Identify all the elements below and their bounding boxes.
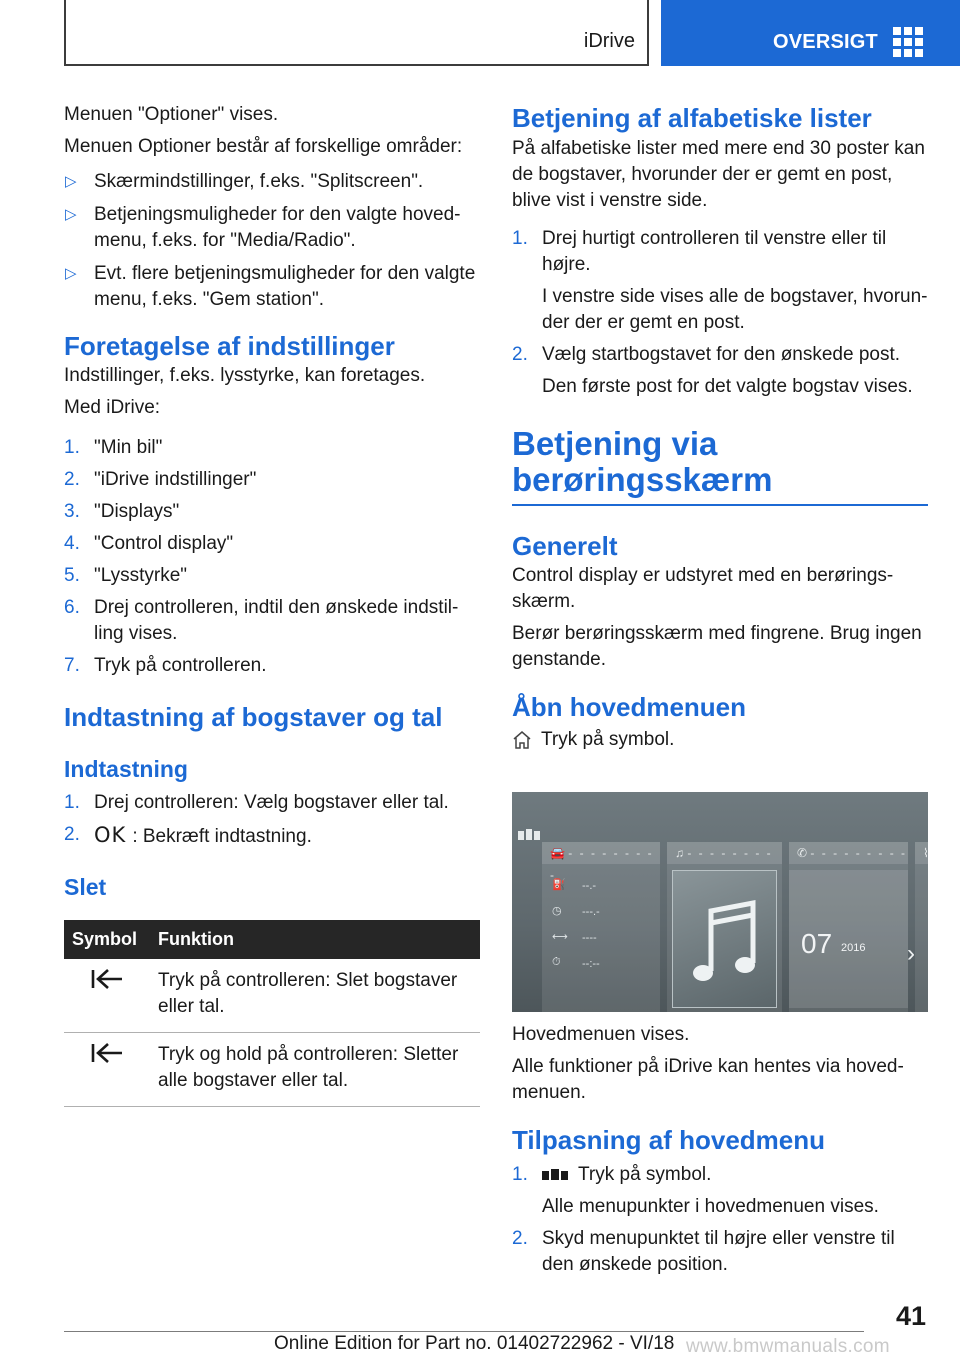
- table-row: [64, 959, 480, 1033]
- footer-edition: Online Edition for Part no. 01402722962 - VI/18: [274, 1333, 675, 1354]
- table-row: [64, 1033, 480, 1107]
- overview-grid-icon: [893, 27, 923, 55]
- table-cell-function: Tryk på controlleren: Slet bogstaver eller tal.: [150, 959, 480, 1033]
- clock-icon: ◷: [552, 905, 562, 917]
- menu-tiles-icon: [542, 1166, 568, 1184]
- open-menu-instruction-row: [512, 727, 928, 753]
- right-column: [512, 102, 928, 753]
- list-item: 1. Tryk på symbol. Alle menupunkter i hovedmenuen vises.: [512, 1164, 879, 1217]
- settings-steps: [64, 435, 480, 679]
- list-item: 6. Drej controlleren, indtil den ønskede indstil-ling vises.: [64, 597, 459, 644]
- list-item: 2. OK : Bekræft indtastning.: [64, 823, 312, 847]
- triangle-bullet-icon: ▷: [65, 173, 77, 190]
- input-steps: [64, 790, 480, 850]
- customize-heading: Tilpasning af hovedmenu: [512, 1125, 826, 1155]
- general-text-2: Berør berøringsskærm med fingrene. Brug ingen genstande.: [512, 623, 922, 670]
- list-item: ▷ Betjeningsmuligheder for den valgte hoved-menu, f.eks. for "Media/Radio".: [65, 204, 461, 251]
- header-section-title: iDrive: [583, 30, 635, 52]
- table-cell-function: Tryk og hold på controlleren: Sletter alle bogstaver eller tal.: [150, 1033, 480, 1107]
- list-item: 2. "iDrive indstillinger": [64, 469, 257, 490]
- date-day: 07: [801, 928, 833, 959]
- delete-symbol-table: [64, 920, 480, 1107]
- header-section-box: [64, 0, 649, 66]
- triangle-bullet-icon: ▷: [65, 206, 77, 223]
- tile-media[interactable]: ♫ - - - - - - - -: [667, 842, 782, 1012]
- tile-vehicle[interactable]: 🚘 - - - - - - - - - ⛽ --.- ◷ ---.- ⟷ ---- ⏱ --:--: [542, 842, 660, 1012]
- general-text-1: Control display er udstyret med en berørings-skærm.: [512, 565, 894, 612]
- phone-icon: ✆: [797, 846, 808, 860]
- list-item: ▷ Evt. flere betjeningsmuligheder for den valgte menu, f.eks. "Gem station".: [65, 263, 476, 310]
- alpha-steps: [512, 226, 928, 400]
- delete-back-icon: [90, 1041, 124, 1065]
- fuel-icon: ⛽: [552, 879, 566, 891]
- list-item: 2. Skyd menupunktet til højre eller venstre til den ønskede position.: [512, 1228, 895, 1275]
- music-cover-icon: [673, 871, 776, 1007]
- range-icon: ⟷: [552, 931, 568, 943]
- car-icon: 🚘: [550, 846, 565, 860]
- after-text-1: Hovedmenuen vises.: [512, 1024, 690, 1045]
- ok-symbol: OK: [94, 823, 127, 847]
- settings-heading: Foretagelse af indstillinger: [64, 331, 395, 361]
- list-item: 1. Drej hurtigt controlleren til venstre eller til højre. I venstre side vises alle de bogstaver, hvorun-der der er gemt en post.: [512, 228, 928, 333]
- header-chapter-tab[interactable]: [661, 0, 960, 66]
- signal-icon: ⌇: [915, 842, 945, 864]
- main-menu-screenshot: [512, 792, 928, 1012]
- chevron-right-icon[interactable]: ›: [907, 940, 915, 967]
- settings-text-1: Indstillinger, f.eks. lysstyrke, kan foretages.: [64, 365, 426, 386]
- left-column: [64, 102, 480, 1107]
- intro-line-2: Menuen Optioner består af forskellige områder:: [64, 136, 463, 157]
- heading-rule: [512, 504, 928, 506]
- tile-next[interactable]: [907, 842, 945, 1012]
- open-menu-heading: Åbn hovedmenuen: [512, 692, 747, 722]
- list-item: 7. Tryk på controlleren.: [64, 655, 267, 676]
- list-item: 2. Vælg startbogstavet for den ønskede post. Den første post for det valgte bogstav vises.: [512, 344, 913, 397]
- intro-line-1: Menuen "Optioner" vises.: [64, 104, 279, 125]
- list-item: 5. "Lysstyrke": [64, 565, 188, 586]
- list-item: 4. "Control display": [64, 533, 234, 554]
- delete-back-icon: [90, 967, 124, 991]
- alpha-text: På alfabetiske lister med mere end 30 poster kan de bogstaver, hvorunder der er gemt en post, blive vist i venstre side.: [512, 138, 925, 211]
- table-header-function: Funktion: [150, 920, 480, 959]
- customize-steps: [512, 1162, 928, 1278]
- input-heading: Indtastning af bogstaver og tal: [64, 702, 443, 732]
- delete-heading: Slet: [64, 874, 107, 900]
- right-column-lower: [512, 1022, 928, 1284]
- alpha-heading: Betjening af alfabetiske lister: [512, 103, 872, 133]
- footer-watermark: www.bmwmanuals.com: [686, 1336, 890, 1357]
- date-year: 2016: [841, 942, 866, 954]
- table-header-symbol: Symbol: [64, 920, 150, 959]
- music-note-icon: ♫: [675, 846, 684, 860]
- header-chapter-title: OVERSIGT: [773, 31, 878, 53]
- home-icon: [512, 730, 532, 750]
- menu-tiles-icon: [518, 826, 540, 844]
- settings-text-2: Med iDrive:: [64, 397, 161, 418]
- open-menu-instruction: Tryk på symbol.: [541, 729, 675, 750]
- list-item: 3. "Displays": [64, 501, 180, 522]
- list-item: ▷ Skærmindstillinger, f.eks. "Splitscreen".: [64, 169, 480, 195]
- list-item: 1. "Min bil": [64, 437, 163, 458]
- triangle-bullet-icon: ▷: [65, 265, 77, 282]
- general-heading: Generelt: [512, 531, 618, 561]
- options-list: [64, 169, 480, 313]
- page-number: 41: [895, 1301, 926, 1331]
- tile-value: ----: [582, 932, 597, 944]
- list-item: 1. Drej controlleren: Vælg bogstaver eller tal.: [64, 792, 449, 813]
- input-subheading: Indtastning: [64, 756, 188, 782]
- tile-communication[interactable]: ✆ - - - - - - - - - 07 2016: [789, 842, 908, 1012]
- tile-value: --:--: [582, 958, 600, 970]
- after-text-2: Alle funktioner på iDrive kan hentes via hoved-menuen.: [512, 1056, 904, 1103]
- tile-value: --.-: [582, 880, 597, 892]
- tile-value: ---.-: [582, 906, 600, 918]
- footer-rule: [64, 1331, 864, 1332]
- touch-heading: Betjening via berøringsskærm: [512, 425, 773, 498]
- timer-icon: ⏱: [552, 956, 561, 968]
